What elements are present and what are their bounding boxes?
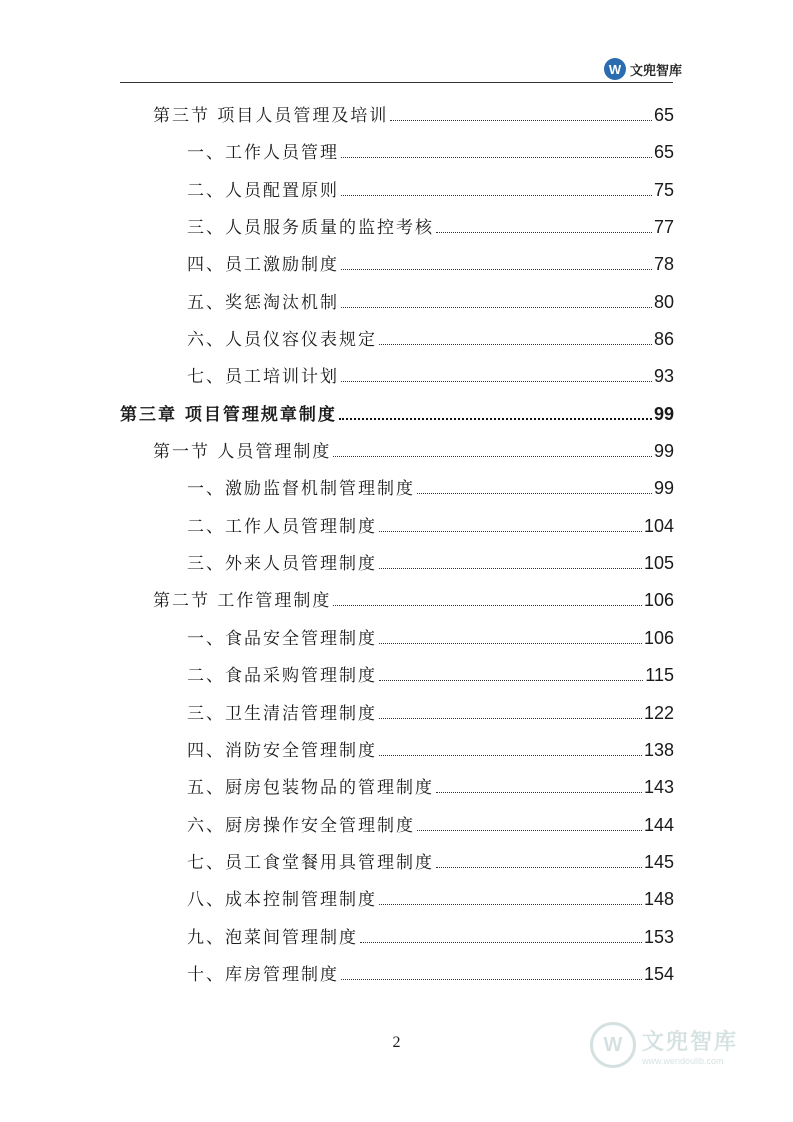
toc-entry-page: 148 — [643, 889, 674, 910]
toc-leader-dots — [390, 120, 652, 121]
toc-entry-label: 一、工作人员管理 — [187, 143, 339, 164]
toc-entry[interactable] — [120, 512, 674, 549]
toc-entry-page: 154 — [643, 963, 674, 984]
toc-entry-page: 75 — [653, 179, 674, 200]
toc-entry-label: 四、员工激励制度 — [187, 255, 339, 276]
toc-leader-dots — [379, 568, 642, 569]
toc-entry-label: 第三章 项目管理规章制度 — [120, 404, 337, 425]
watermark — [590, 1022, 738, 1068]
toc-entry[interactable] — [120, 586, 674, 623]
toc-leader-dots — [360, 942, 642, 943]
watermark-url: www.wendoulib.com — [642, 1055, 724, 1066]
toc-entry-page: 80 — [653, 291, 674, 312]
toc-entry[interactable] — [120, 138, 674, 175]
toc-entry[interactable] — [120, 101, 674, 138]
toc-leader-dots — [341, 979, 642, 980]
toc-leader-dots — [379, 344, 652, 345]
toc-entry[interactable] — [120, 848, 674, 885]
toc-leader-dots — [341, 195, 652, 196]
logo-name: 文兜智库 — [630, 63, 683, 79]
toc-entry-label: 三、人员服务质量的监控考核 — [187, 218, 434, 239]
toc-entry[interactable] — [120, 288, 674, 325]
toc-entry-label: 七、员工培训计划 — [187, 367, 339, 388]
toc-entry-page: 145 — [643, 851, 674, 872]
toc-leader-dots — [379, 718, 642, 719]
toc-entry-label: 六、人员仪容仪表规定 — [187, 330, 377, 351]
toc-entry[interactable] — [120, 176, 674, 213]
toc-entry[interactable] — [120, 885, 674, 922]
toc-entry-page: 65 — [653, 105, 674, 125]
header-logo — [604, 58, 682, 80]
toc-entry-page: 77 — [653, 217, 674, 238]
toc-leader-dots — [379, 531, 642, 532]
toc-leader-dots — [339, 418, 652, 420]
toc-entry[interactable] — [120, 624, 674, 661]
toc-leader-dots — [341, 269, 652, 270]
toc-entry-page: 99 — [653, 478, 674, 499]
toc-entry[interactable] — [120, 250, 674, 287]
toc-entry[interactable] — [120, 213, 674, 250]
toc-entry[interactable] — [120, 362, 674, 399]
toc-entry[interactable] — [120, 960, 674, 997]
toc-leader-dots — [379, 904, 642, 905]
toc-entry-page: 86 — [653, 329, 674, 350]
toc-leader-dots — [341, 381, 652, 382]
toc-entry-label: 三、外来人员管理制度 — [187, 554, 377, 575]
toc-entry-label: 二、工作人员管理制度 — [187, 516, 377, 537]
toc-leader-dots — [341, 307, 652, 308]
toc-entry-page: 106 — [643, 590, 674, 611]
toc-leader-dots — [379, 643, 642, 644]
toc-leader-dots — [341, 157, 652, 158]
toc-entry-label: 五、厨房包装物品的管理制度 — [187, 778, 434, 799]
toc-leader-dots — [436, 792, 642, 793]
toc-leader-dots — [379, 755, 642, 756]
logo-icon: W — [604, 58, 626, 80]
toc-entry-label: 三、卫生清洁管理制度 — [187, 703, 377, 724]
toc-entry-label: 十、库房管理制度 — [187, 964, 339, 985]
toc-entry[interactable] — [120, 400, 674, 437]
toc-entry-page: 138 — [643, 739, 674, 760]
toc-entry-page: 122 — [643, 702, 674, 723]
toc-entry-label: 八、成本控制管理制度 — [187, 890, 377, 911]
toc-entry[interactable] — [120, 773, 674, 810]
toc-leader-dots — [417, 493, 652, 494]
toc-entry-label: 第二节 工作管理制度 — [153, 591, 332, 612]
toc-entry-page: 93 — [653, 366, 674, 387]
toc-entry[interactable] — [120, 699, 674, 736]
toc-entry[interactable] — [120, 437, 674, 474]
toc-entry[interactable] — [120, 923, 674, 960]
toc-entry-label: 第一节 人员管理制度 — [153, 442, 332, 463]
toc-leader-dots — [333, 456, 652, 457]
toc-entry-label: 第三节 项目人员管理及培训 — [153, 106, 389, 126]
toc-entry-page: 144 — [643, 814, 674, 835]
toc-leader-dots — [436, 232, 652, 233]
toc-entry-page: 65 — [653, 142, 674, 163]
toc-leader-dots — [379, 680, 643, 681]
toc-leader-dots — [436, 867, 642, 868]
header-rule — [120, 82, 673, 83]
toc-entry-label: 九、泡菜间管理制度 — [187, 927, 358, 948]
toc-entry-page: 105 — [643, 553, 674, 574]
watermark-title: 文兜智库 — [642, 1029, 739, 1055]
toc-entry-label: 二、食品采购管理制度 — [187, 666, 377, 687]
toc-entry-page: 99 — [653, 403, 674, 424]
toc-entry-page: 104 — [643, 515, 674, 536]
toc-entry[interactable] — [120, 736, 674, 773]
toc-leader-dots — [417, 830, 642, 831]
page-number: 2 — [392, 1034, 401, 1051]
watermark-logo-icon: W — [590, 1022, 636, 1068]
toc-entry-page: 143 — [643, 777, 674, 798]
toc-entry[interactable] — [120, 549, 674, 586]
table-of-contents — [120, 101, 674, 997]
toc-entry-page: 115 — [645, 665, 674, 686]
toc-entry-label: 五、奖惩淘汰机制 — [187, 292, 339, 313]
toc-entry-label: 二、人员配置原则 — [187, 180, 339, 201]
toc-entry[interactable] — [120, 474, 674, 511]
toc-entry-page: 78 — [653, 254, 674, 275]
toc-entry[interactable] — [120, 325, 674, 362]
toc-entry-label: 六、厨房操作安全管理制度 — [187, 815, 415, 836]
toc-leader-dots — [333, 605, 642, 606]
toc-entry-label: 一、激励监督机制管理制度 — [187, 479, 415, 500]
toc-entry-label: 七、员工食堂餐用具管理制度 — [187, 852, 434, 873]
toc-entry-label: 一、食品安全管理制度 — [187, 628, 377, 649]
toc-entry-page: 106 — [643, 627, 674, 648]
toc-entry[interactable] — [120, 661, 674, 698]
toc-entry-label: 四、消防安全管理制度 — [187, 740, 377, 761]
toc-entry[interactable] — [120, 811, 674, 848]
toc-entry-page: 99 — [653, 441, 674, 462]
toc-entry-page: 153 — [643, 926, 674, 947]
